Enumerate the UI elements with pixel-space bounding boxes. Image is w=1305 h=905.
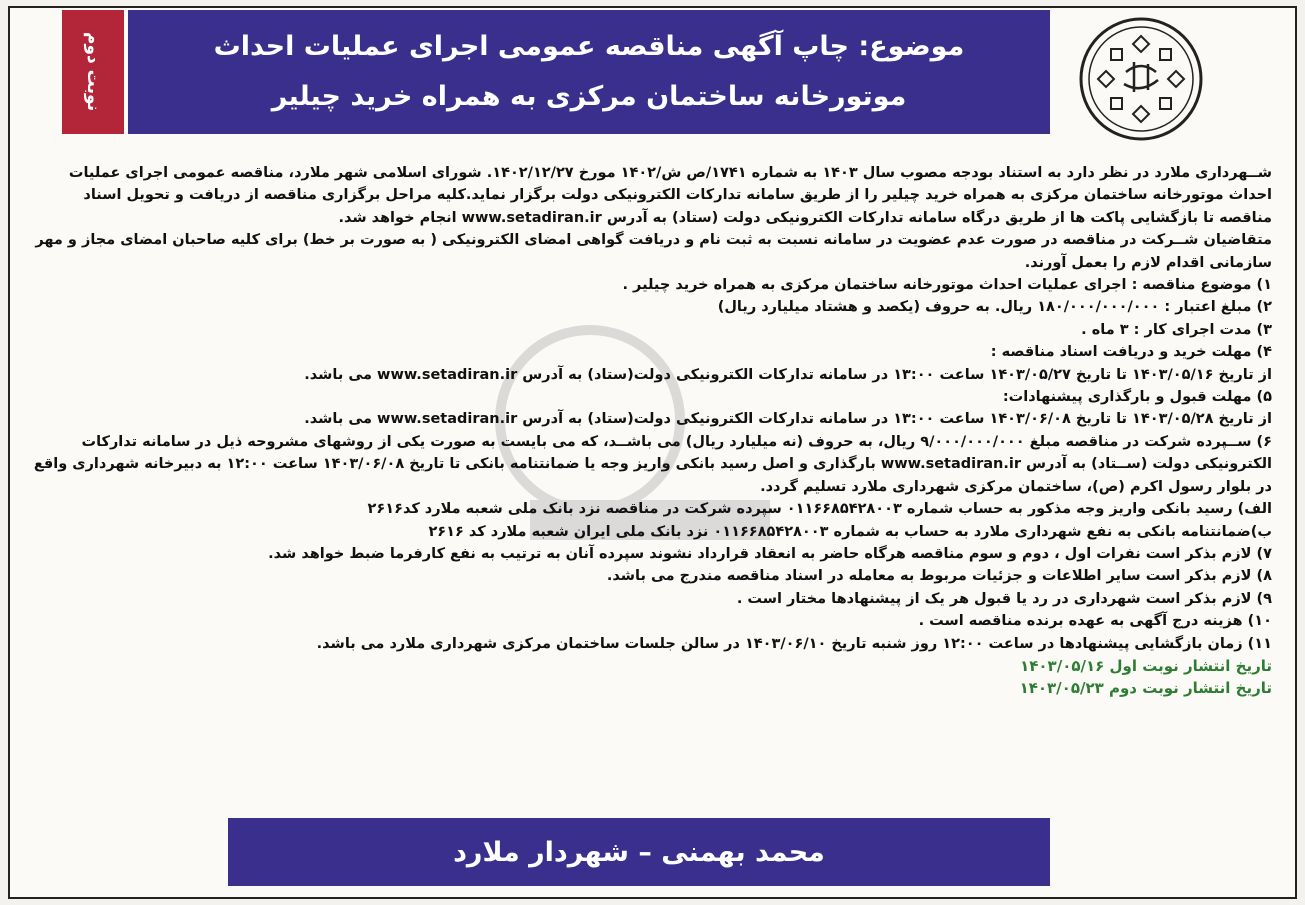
item-10: ۱۰) هزینه درج آگهی به عهده برنده مناقصه است . [918,613,1272,630]
municipality-logo-icon [1076,14,1206,144]
item-1: ۱) موضوع مناقصه : اجرای عملیات احداث موتورخانه ساختمان مرکزی به همراه خرید چیلیر . [622,277,1272,294]
signature: محمد بهمنی – شهردار ملارد [453,836,825,868]
footer-band [228,818,1050,886]
item-2: ۲) مبلغ اعتبار : ۱۸۰/۰۰۰/۰۰۰/۰۰۰ ریال. به حروف (یکصد و هشتاد میلیارد ریال) [717,299,1272,316]
intro-paragraph: شــهرداری ملارد در نظر دارد به استناد بودجه مصوب سال ۱۴۰۳ به شماره ۱۷۴۱/ص ش/۱۴۰۲ مورخ ۱۴۰۲/۱۲/۲۷. شورای اسلامی شهر ملارد، مناقصه عمومی اجرای عملیات احداث موتورخانه ساختمان مرکزی به همراه خرید چیلیر را از طریق سامانه تدارکات الکترونیکی دولت برگزار نماید.کلیه مراحل برگزاری مناقصه از دریافت و تحویل اسناد مناقصه تا بازگشایی پاکت ها از طریق درگاه سامانه تدارکات الکترونیکی دولت (ستاد) به آدرس www.setadiran.ir انجام خواهد شد. [68,165,1272,226]
advertisement-body [30,162,1272,699]
item-9: ۹) لازم بذکر است شهرداری در رد یا قبول هر یک از پیشنهادها مختار است . [736,590,1272,607]
publication-date-second: تاریخ انتشار نوبت دوم ۱۴۰۳/۰۵/۲۳ [1019,678,1272,697]
header-band [128,10,1050,134]
item-4-detail: از تاریخ ۱۴۰۳/۰۵/۱۶ تا تاریخ ۱۴۰۳/۰۵/۲۷ ساعت ۱۳:۰۰ در سامانه تدارکات الکترونیکی دولت(ستاد) به آدرس www.setadiran.ir می باشد. [304,366,1272,383]
item-6: ۶) ســپرده شرکت در مناقصه مبلغ ۹/۰۰۰/۰۰۰/۰۰۰ ریال، به حروف (نه میلیارد ریال) می باشــد، که می بایست به صورت یکی از روشهای مشروحه ذیل در سامانه تدارکات الکترونیکی دولت (ســتاد) به آدرس www.setadiran.ir بارگذاری و اصل رسید بانکی واریز وجه یا ضمانتنامه بانکی تا تاریخ ۱۴۰۳/۰۶/۰۸ ساعت ۱۲:۰۰ به دبیرخانه شهرداری واقع در بلوار رسول اکرم (ص)، ساختمان مرکزی شهرداری ملارد تسلیم گردد. [33,433,1272,495]
header-title-line1: موضوع: چاپ آگهی مناقصه عمومی اجرای عملیات احداث [213,31,965,62]
item-7: ۷) لازم بذکر است نفرات اول ، دوم و سوم مناقصه هرگاه حاضر به انعقاد قرارداد نشوند سپرده آنان به ترتیب به نفع کارفرما ضبط خواهد شد. [268,545,1272,562]
item-4: ۴) مهلت خرید و دریافت اسناد مناقصه : [990,344,1272,361]
item-3: ۳) مدت اجرای کار : ۳ ماه . [1081,321,1272,338]
round-badge [62,10,124,134]
item-6-b: ب)ضمانتنامه بانکی به نفع شهرداری ملارد به حساب به شماره ۰۱۱۶۶۸۵۴۲۸۰۰۳ نزد بانک ملی ایران شعبه ملارد کد ۲۶۱۶ [428,523,1272,540]
item-11: ۱۱) زمان بازگشایی پیشنهادها در ساعت ۱۲:۰۰ روز شنبه تاریخ ۱۴۰۳/۰۶/۱۰ در سالن جلسات ساختمان مرکزی شهرداری ملارد می باشد. [316,635,1272,652]
item-5-detail: از تاریخ ۱۴۰۳/۰۵/۲۸ تا تاریخ ۱۴۰۳/۰۶/۰۸ ساعت ۱۳:۰۰ در سامانه تدارکات الکترونیکی دولت(ستاد) به آدرس www.setadiran.ir می باشد. [304,411,1272,428]
item-6-a: الف) رسید بانکی واریز وجه مذکور به حساب شماره ۰۱۱۶۶۸۵۴۲۸۰۰۳ سپرده شرکت در مناقصه نزد بانک ملی شعبه ملارد کد۲۶۱۶ [367,501,1272,518]
applicants-paragraph: متقاضیان شــرکت در مناقصه در صورت عدم عضویت در سامانه نسبت به ثبت نام و دریافت گواهی امضای الکترونیکی ( به صورت بر خط) برای کلیه صاحبان امضای مجاز و مهر سازمانی اقدام لازم را بعمل آورند. [35,232,1272,271]
round-label: نوبت دوم [83,32,103,112]
publication-date-first: تاریخ انتشار نوبت اول ۱۴۰۳/۰۵/۱۶ [1020,656,1272,675]
header-title-line2: موتورخانه ساختمان مرکزی به همراه خرید چیلیر [271,81,907,112]
item-5: ۵) مهلت قبول و بارگذاری پیشنهادات: [1002,389,1272,406]
item-8: ۸) لازم بذکر است سایر اطلاعات و جزئیات مربوط به معامله در اسناد مناقصه مندرج می باشد. [606,568,1272,585]
